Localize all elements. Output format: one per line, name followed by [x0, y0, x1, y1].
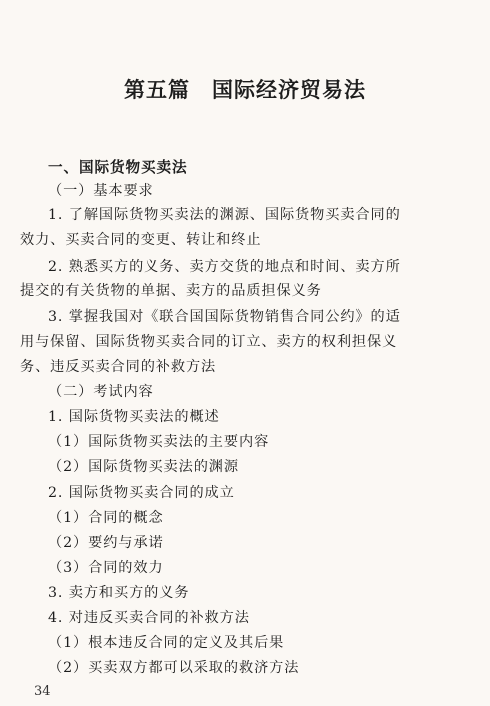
list-item: （1）国际货物买卖法的主要内容 [48, 434, 270, 450]
list-item: 1. 国际货物买卖法的概述 [48, 409, 220, 425]
list-item: （2）买卖双方都可以采取的救济方法 [48, 660, 300, 676]
list-item: 2. 国际货物买卖合同的成立 [48, 485, 235, 501]
list-item: （2）要约与承诺 [48, 535, 164, 551]
title-part: 第五篇 [124, 77, 190, 102]
title-name: 国际经济贸易法 [212, 77, 366, 102]
subsection-heading: （二）考试内容 [48, 384, 154, 400]
list-item: 3. 卖方和买方的义务 [48, 585, 190, 601]
list-item: 4. 对违反买卖合同的补救方法 [48, 610, 250, 626]
paragraph-line: 3. 掌握我国对《联合国国际货物销售合同公约》的适 [48, 309, 401, 325]
list-item: （3）合同的效力 [48, 560, 164, 576]
paragraph-line: 2. 熟悉买方的义务、卖方交货的地点和时间、卖方所 [48, 259, 401, 275]
paragraph-line: 效力、买卖合同的变更、转让和终止 [20, 232, 262, 248]
chapter-title [0, 74, 490, 104]
subsection-heading: （一）基本要求 [48, 183, 154, 199]
paragraph-line: 提交的有关货物的单据、卖方的品质担保义务 [20, 283, 322, 299]
page-number: 34 [34, 684, 51, 699]
list-item: （1）合同的概念 [48, 510, 164, 526]
list-item: （2）国际货物买卖法的渊源 [48, 459, 239, 475]
list-item: （1）根本违反合同的定义及其后果 [48, 635, 285, 651]
paragraph-line: 用与保留、国际货物买卖合同的订立、卖方的权利担保义 [20, 334, 398, 350]
paragraph-line: 1. 了解国际货物买卖法的渊源、国际货物买卖合同的 [48, 207, 401, 223]
section-heading: 一、国际货物买卖法 [48, 159, 188, 176]
paragraph-line: 务、违反买卖合同的补救方法 [20, 359, 217, 375]
